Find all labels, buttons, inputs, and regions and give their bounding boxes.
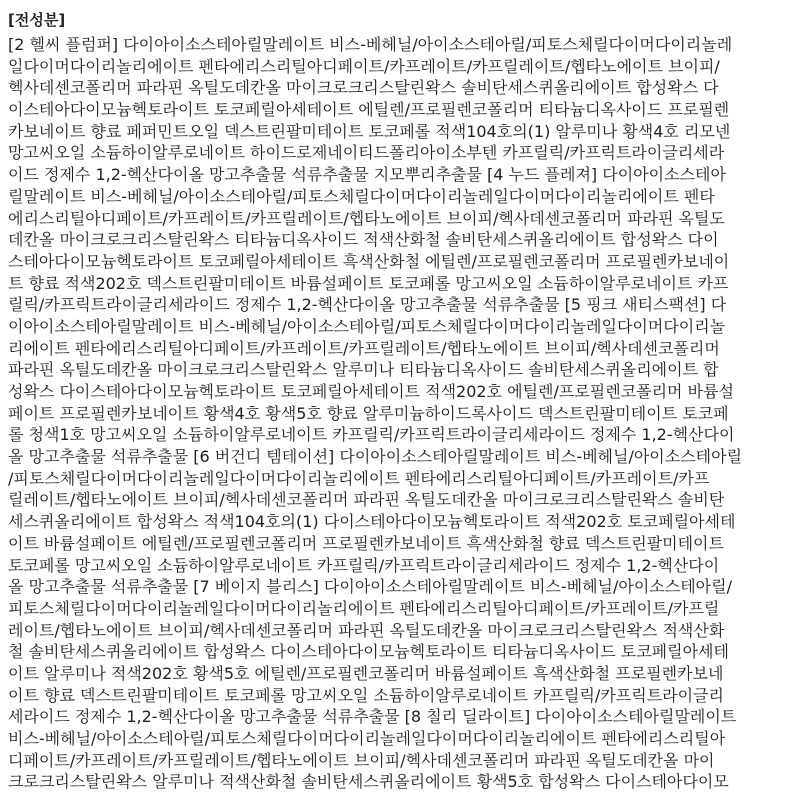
ingredient-text-line: 레이트/헵타노에이트 브이피/헥사데센코폴리머 파라핀 옥틸도데칸올 마이크로크리스탈린왁스 적색산화 [8, 620, 725, 640]
ingredient-text-line: 이트 향료 덱스트린팔미테이트 토코페롤 망고씨오일 소듐하이알루로네이트 카프릴릭/카프릭트라이글리 [8, 685, 724, 705]
ingredient-text-line: 이아이소스테아릴말레이트 비스-베헤닐/아이소스테아릴/피토스체릴다이머다이리놀레일다이머다이리놀 [8, 316, 726, 336]
ingredient-text-line: 스테아다이모늄헥토라이트 토코페릴아세테이트 흑색산화철 에틸렌/프로필렌코폴리머 프로필렌카보네이 [8, 251, 730, 271]
ingredient-text-line: 디페이트/카프레이트/카프릴레이트/헵타노에이트 브이피/헥사데센코폴리머 파라핀 옥틸도데칸올 마이 [8, 750, 715, 770]
ingredient-text-line: 트 향료 적색202호 덱스트린팔미테이트 바륨설페이트 토코페롤 망고씨오일 소듐하이알루로네이트 카프 [8, 273, 729, 293]
ingredient-text-line: 릴릭/카프릭트라이글리세라이드 정제수 1,2-헥산다이올 망고추출물 석류추출물 [5 핑크 새티스팩션] 다 [8, 295, 727, 315]
ingredient-text-line: 헥사데센코폴리머 파라핀 옥틸도데칸올 마이크로크리스탈린왁스 솔비탄세스퀴올리에이트 합성왁스 다 [8, 78, 719, 98]
ingredient-text-line: 토코페롤 망고씨오일 소듐하이알루로네이트 카프릴릭/카프릭트라이글리세라이드 정제수 1,2-헥산다이 [8, 555, 720, 575]
section-title: [전성분] [8, 11, 66, 29]
ingredient-text-line: 일다이머다이리놀리에이트 펜타에리스리틸아디페이트/카프레이트/카프릴레이트/헵타노에이트 브이피/ [8, 56, 720, 76]
ingredient-text-line: 피토스체릴다이머다이리놀레일다이머다이리놀리에이트 펜타에리스리틸아디페이트/카프레이트/카프릴 [8, 598, 720, 618]
ingredient-text-line: 이드 정제수 1,2-헥산다이올 망고추출물 석류추출물 지모뿌리추출물 [4 누드 플레져] 다이아이소스테아 [8, 165, 726, 185]
ingredient-text-line: 이트 알루미나 적색202호 황색5호 에틸렌/프로필렌코폴리머 바륨설페이트 흑색산화철 프로필렌카보네 [8, 663, 724, 683]
ingredient-text-line: /피토스체릴다이머다이리놀레일다이머다이리놀리에이트 펜타에리스리틸아디페이트/카프레이트/카프 [8, 468, 710, 488]
ingredient-text-line: 올 망고추출물 석류추출물 [6 버건디 템테이션] 다이아이소스테아릴말레이트 비스-베헤닐/아이소스테아릴 [8, 447, 743, 467]
ingredient-text-line: 세라이드 정제수 1,2-헥산다이올 망고추출물 석류추출물 [8 칠리 딜라이트] 다이아이소스테아릴말레이트 [8, 707, 737, 727]
ingredient-text-line: 크로크리스탈린왁스 알루미나 적색산화철 솔비탄세스퀴올리에이트 황색5호 합성왁스 다이스테아다이모 [8, 772, 729, 792]
ingredient-text-line: 파라핀 옥틸도데칸올 마이크로크리스탈린왁스 알루미나 티타늄디옥사이드 솔비탄세스퀴올리에이트 합 [8, 360, 719, 380]
ingredient-text-line: 비스-베헤닐/아이소스테아릴/피토스체릴다이머다이리놀레일다이머다이리놀리에이트 펜타에리스리틸아 [8, 729, 726, 748]
ingredient-text-line: 릴레이트/헵타노에이트 브이피/헥사데센코폴리머 파라핀 옥틸도데칸올 마이크로크리스탈린왁스 솔비탄 [8, 490, 725, 510]
ingredient-text-line: 카보네이트 향료 페퍼민트오일 덱스트린팔미테이트 토코페롤 적색104호의(1) 알루미나 황색4호 리모넨 [8, 121, 731, 141]
ingredient-text-line: 페이트 프로필렌카보네이트 황색4호 황색5호 향료 알루미늄하이드록사이드 덱스트린팔미테이트 토코페 [8, 403, 729, 423]
ingredient-text-line: 성왁스 다이스테아다이모늄헥토라이트 토코페릴아세테이트 적색202호 에틸렌/프로필렌코폴리머 바륨설 [8, 382, 734, 401]
ingredient-text-line: 철 솔비탄세스퀴올리에이트 합성왁스 다이스테아다이모늄헥토라이트 티타늄디옥사이드 토코페릴아세테 [8, 642, 729, 662]
ingredient-list [8, 34, 793, 793]
ingredient-text-line: 이스테아다이모늄헥토라이트 토코페릴아세테이트 에틸렌/프로필렌코폴리머 티타늄디옥사이드 프로필렌 [8, 100, 730, 120]
ingredient-text-line: 세스퀴올리에이트 합성왁스 적색104호의(1) 다이스테아다이모늄헥토라이트 적색202호 토코페릴아세테 [8, 512, 736, 532]
ingredient-text-line: 올 망고추출물 석류추출물 [7 베이지 블리스] 다이아이소스테아릴말레이트 비스-베헤닐/아이소스테아릴/ [8, 577, 732, 597]
ingredient-text-line: 망고씨오일 소듐하이알루로네이트 하이드로제네이티드폴리아이소부텐 카프릴릭/카프릭트라이글리세라 [8, 143, 725, 163]
ingredient-text-line: 릴말레이트 비스-베헤닐/아이소스테아릴/피토스체릴다이머다이리놀레일다이머다이리놀리에이트 펜타 [8, 186, 715, 206]
ingredient-text-line: 리에이트 펜타에리스리틸아디페이트/카프레이트/카프릴레이트/헵타노에이트 브이피/헥사데센코폴리머 [8, 338, 720, 358]
ingredient-text-line: 이트 바륨설페이트 에틸렌/프로필렌코폴리머 프로필렌카보네이트 흑색산화철 향료 덱스트린팔미테이트 [8, 533, 724, 553]
ingredient-text-line: 데칸올 마이크로크리스탈린왁스 티타늄디옥사이드 적색산화철 솔비탄세스퀴올리에이트 합성왁스 다이 [8, 230, 719, 250]
ingredient-text-line: [2 헬씨 플럼퍼] 다이아이소스테아릴말레이트 비스-베헤닐/아이소스테아릴/피토스체릴다이머다이리놀레 [8, 35, 733, 54]
ingredient-text-line: 에리스리틸아디페이트/카프레이트/카프릴레이트/헵타노에이트 브이피/헥사데센코폴리머 파라핀 옥틸도 [8, 208, 725, 228]
ingredient-text-line: 롤 청색1호 망고씨오일 소듐하이알루로네이트 카프릴릭/카프릭트라이글리세라이드 정제수 1,2-헥산다이 [8, 425, 735, 445]
